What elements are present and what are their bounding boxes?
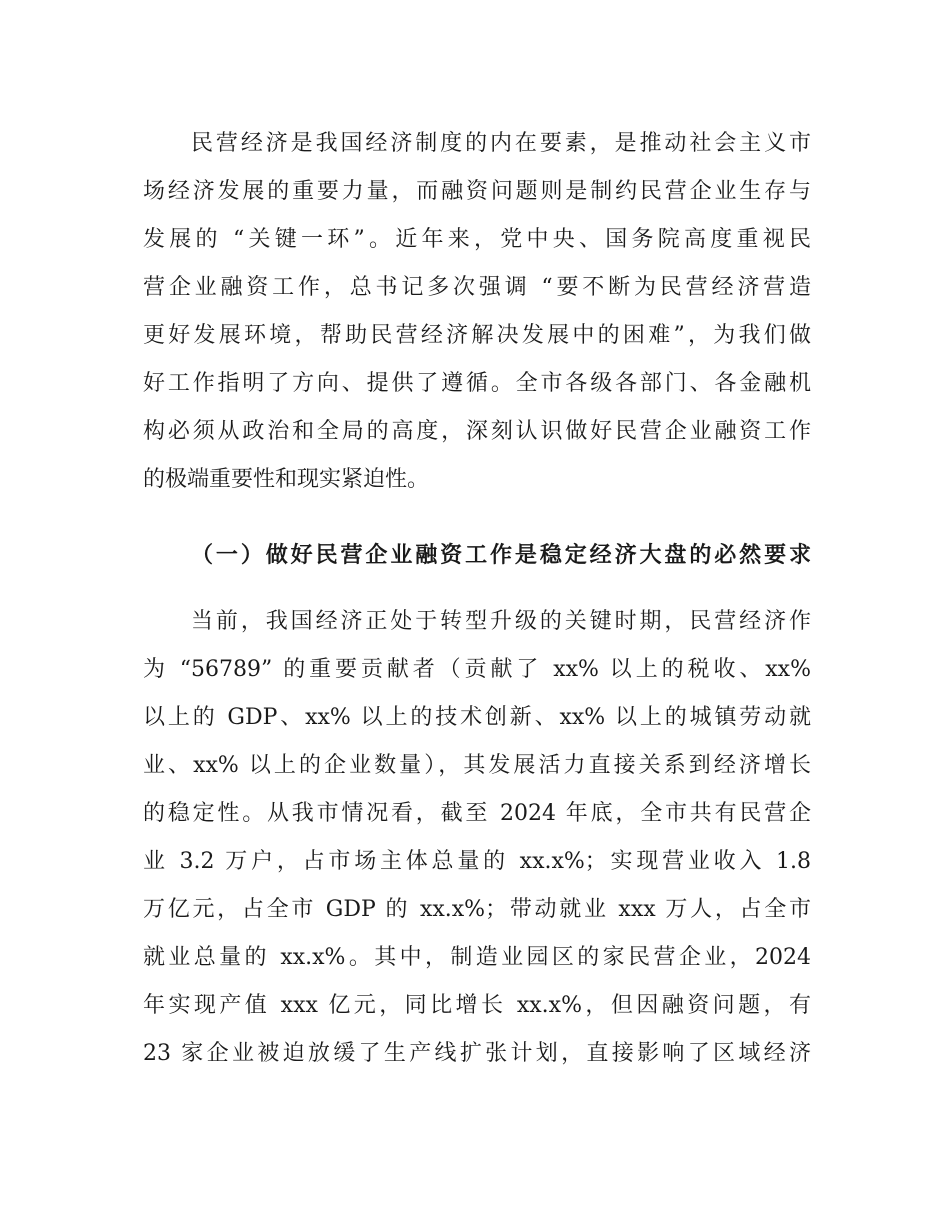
text-line: 场经济发展的重要力量，而融资问题则是制约民营企业生存与 bbox=[143, 179, 811, 204]
text-line: 就业总量的 xx.x%。其中，制造业园区的家民营企业，2024 bbox=[143, 945, 811, 970]
text-line: 业 3.2 万户，占市场主体总量的 xx.x%；实现营业收入 1.8 bbox=[143, 849, 811, 874]
text-line: 营企业融资工作，总书记多次强调 “要不断为民营经济营造 bbox=[143, 275, 811, 300]
text-line: 当前，我国经济正处于转型升级的关键时期，民营经济作 bbox=[191, 609, 811, 634]
text-line: 好工作指明了方向、提供了遵循。全市各级各部门、各金融机 bbox=[143, 371, 811, 396]
text-line: 为 “56789” 的重要贡献者（贡献了 xx% 以上的税收、xx% bbox=[143, 657, 811, 682]
text-line: 民营经济是我国经济制度的内在要素，是推动社会主义市 bbox=[191, 131, 811, 156]
text-line: 以上的 GDP、xx% 以上的技术创新、xx% 以上的城镇劳动就 bbox=[143, 705, 811, 730]
text-line: 年实现产值 xxx 亿元，同比增长 xx.x%，但因融资问题，有 bbox=[143, 993, 811, 1018]
text-line: 23 家企业被迫放缓了生产线扩张计划，直接影响了区域经济 bbox=[143, 1041, 811, 1066]
text-line: 万亿元，占全市 GDP 的 xx.x%；带动就业 xxx 万人，占全市 bbox=[143, 897, 811, 922]
text-line: 构必须从政治和全局的高度，深刻认识做好民营企业融资工作 bbox=[143, 419, 811, 444]
text-line: 业、xx% 以上的企业数量），其发展活力直接关系到经济增长 bbox=[143, 753, 811, 778]
text-line: 发展的 “关键一环”。近年来，党中央、国务院高度重视民 bbox=[143, 227, 811, 252]
text-line: 更好发展环境，帮助民营经济解决发展中的困难”，为我们做 bbox=[143, 323, 811, 348]
text-line: 的极端重要性和现实紧迫性。 bbox=[143, 467, 430, 492]
text-line: 的稳定性。从我市情况看，截至 2024 年底，全市共有民营企 bbox=[143, 801, 811, 826]
section-heading: （一）做好民营企业融资工作是稳定经济大盘的必然要求 bbox=[191, 543, 811, 568]
